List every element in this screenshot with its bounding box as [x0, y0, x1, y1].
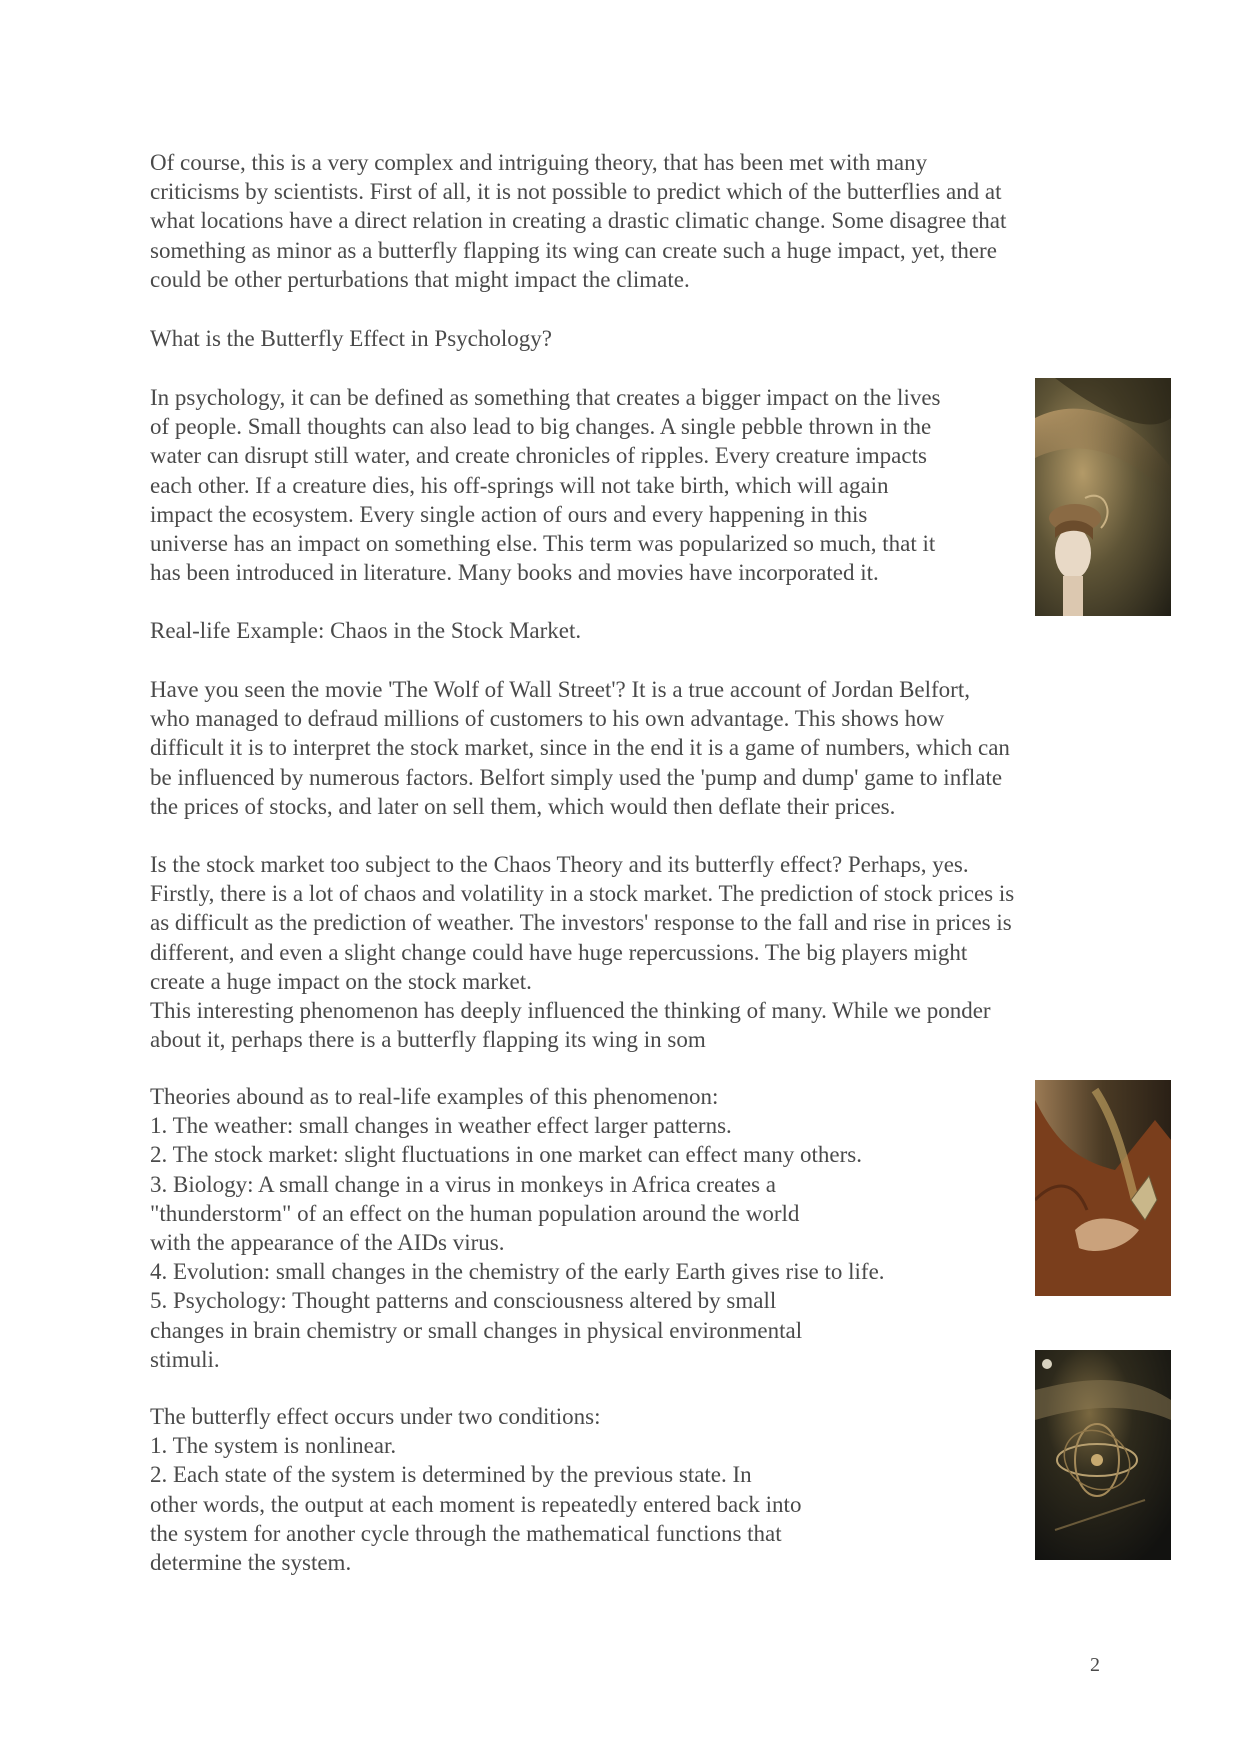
paragraph-criticisms: Of course, this is a very complex and intriguing theory, that has been met with many criticisms by scientists. First of all, it is not possible to predict which of the butterflies and at what locations have a direct relation in creating a drastic climatic change. Some disagree that something as minor as a butterfly flapping its wing can create such a huge impact, yet, there could be other perturbations that might impact the climate.: [150, 150, 1007, 292]
butterfly-hand-painting: [1035, 1080, 1171, 1296]
woman-portrait-illustration: [1035, 378, 1171, 616]
paragraph-wolf-of-wall-street: Have you seen the movie 'The Wolf of Wall Street'? It is a true account of Jordan Belfort, who managed to defraud millions of customers to his own advantage. This shows how difficult it is to interpret the stock market, since in the end it is a game of numbers, which can be influenced by numerous factors. Belfort simply used the 'pump and dump' game to inflate the prices of stocks, and later on sell them, which would then deflate their prices.: [150, 677, 1010, 819]
paragraph-theories: Theories abound as to real-life examples of this phenomenon: 1. The weather: small changes in weather effect larger patterns. 2. The stock market: slight fluctuations in one market can effect many others. 3. Biology: A small change in a virus in monkeys in Africa creates a "thunderstorm" of an effect on the human population around the world with the appearance of the AIDs virus. 4. Evolution: small changes in the chemistry of the early Earth gives rise to life. 5. Psychology: Thought patterns and consciousness altered by small changes in brain chemistry or small changes in physical environmental stimuli.: [150, 1084, 885, 1372]
page-number: 2: [1090, 1654, 1100, 1676]
paragraph-stock-chaos: Is the stock market too subject to the Chaos Theory and its butterfly effect? Perhaps, yes. Firstly, there is a lot of chaos and volatility in a stock market. The prediction of stock prices is as difficult as the prediction of weather. The investors' response to the fall and rise in prices is different, and even a slight change could have huge repercussions. The big players might create a huge impact on the stock market. This interesting phenomenon has deeply influenced the thinking of many. While we ponder about it, perhaps there is a butterfly flapping its wing in som: [150, 852, 1015, 1053]
paragraph-psychology: In psychology, it can be defined as something that creates a bigger impact on the lives of people. Small thoughts can also lead to big changes. A single pebble thrown in the water can disrupt still water, and create chronicles of ripples. Every creature impacts each other. If a creature dies, his off-springs will not take birth, which will again impact the ecosystem. Every single action of ours and every happening in this universe has an impact on something else. This term was popularized so much, that it has been introduced in literature. Many books and movies have incorporated it.: [150, 385, 941, 586]
astrolabe-illustration: [1035, 1350, 1171, 1560]
heading-psychology: What is the Butterfly Effect in Psychology?: [150, 326, 552, 351]
heading-stock-market: Real-life Example: Chaos in the Stock Market.: [150, 618, 582, 643]
paragraph-conditions: The butterfly effect occurs under two conditions: 1. The system is nonlinear. 2. Each state of the system is determined by the previous state. In other words, the output at each moment is repeatedly entered back into the system for another cycle through the mathematical functions that determine the system.: [150, 1404, 802, 1576]
